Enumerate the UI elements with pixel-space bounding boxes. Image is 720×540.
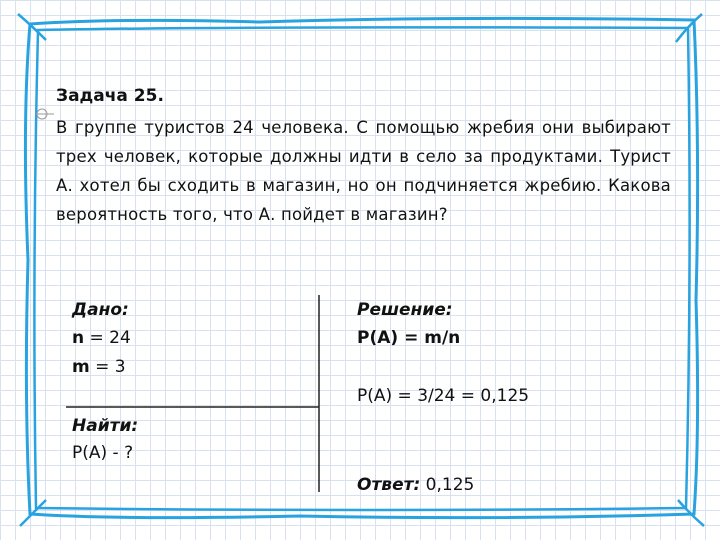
answer-value: 0,125 (420, 475, 475, 495)
given-m-name: m (72, 357, 90, 377)
given-n-name: n (72, 328, 85, 348)
given-m-value: = 3 (89, 357, 126, 377)
given-m-row (72, 357, 126, 377)
answer-label: Ответ: (357, 475, 421, 495)
corner-bottom-left (20, 500, 46, 526)
problem-text: В группе туристов 24 человека. С помощью жребия они выбирают трех человек, которые должны идти в село за продуктами. Турист А. хотел бы сходить в магазин, но он подчиняется жребию. Какова вероятность того, что А. пойдет в магазин? (56, 118, 671, 224)
corner-top-left (18, 14, 46, 40)
answer-row (357, 475, 474, 495)
given-heading: Дано: (72, 300, 129, 320)
problem-title: Задача 25. (56, 86, 164, 106)
solution-heading: Решение: (357, 300, 453, 320)
solution-computation: P(A) = 3/24 = 0,125 (357, 386, 530, 406)
solution-formula: P(A) = m/n (357, 328, 461, 348)
find-target: P(A) - ? (72, 443, 134, 463)
given-n-row (72, 328, 131, 348)
given-n-value: = 24 (84, 328, 131, 348)
find-heading: Найти: (72, 416, 139, 436)
